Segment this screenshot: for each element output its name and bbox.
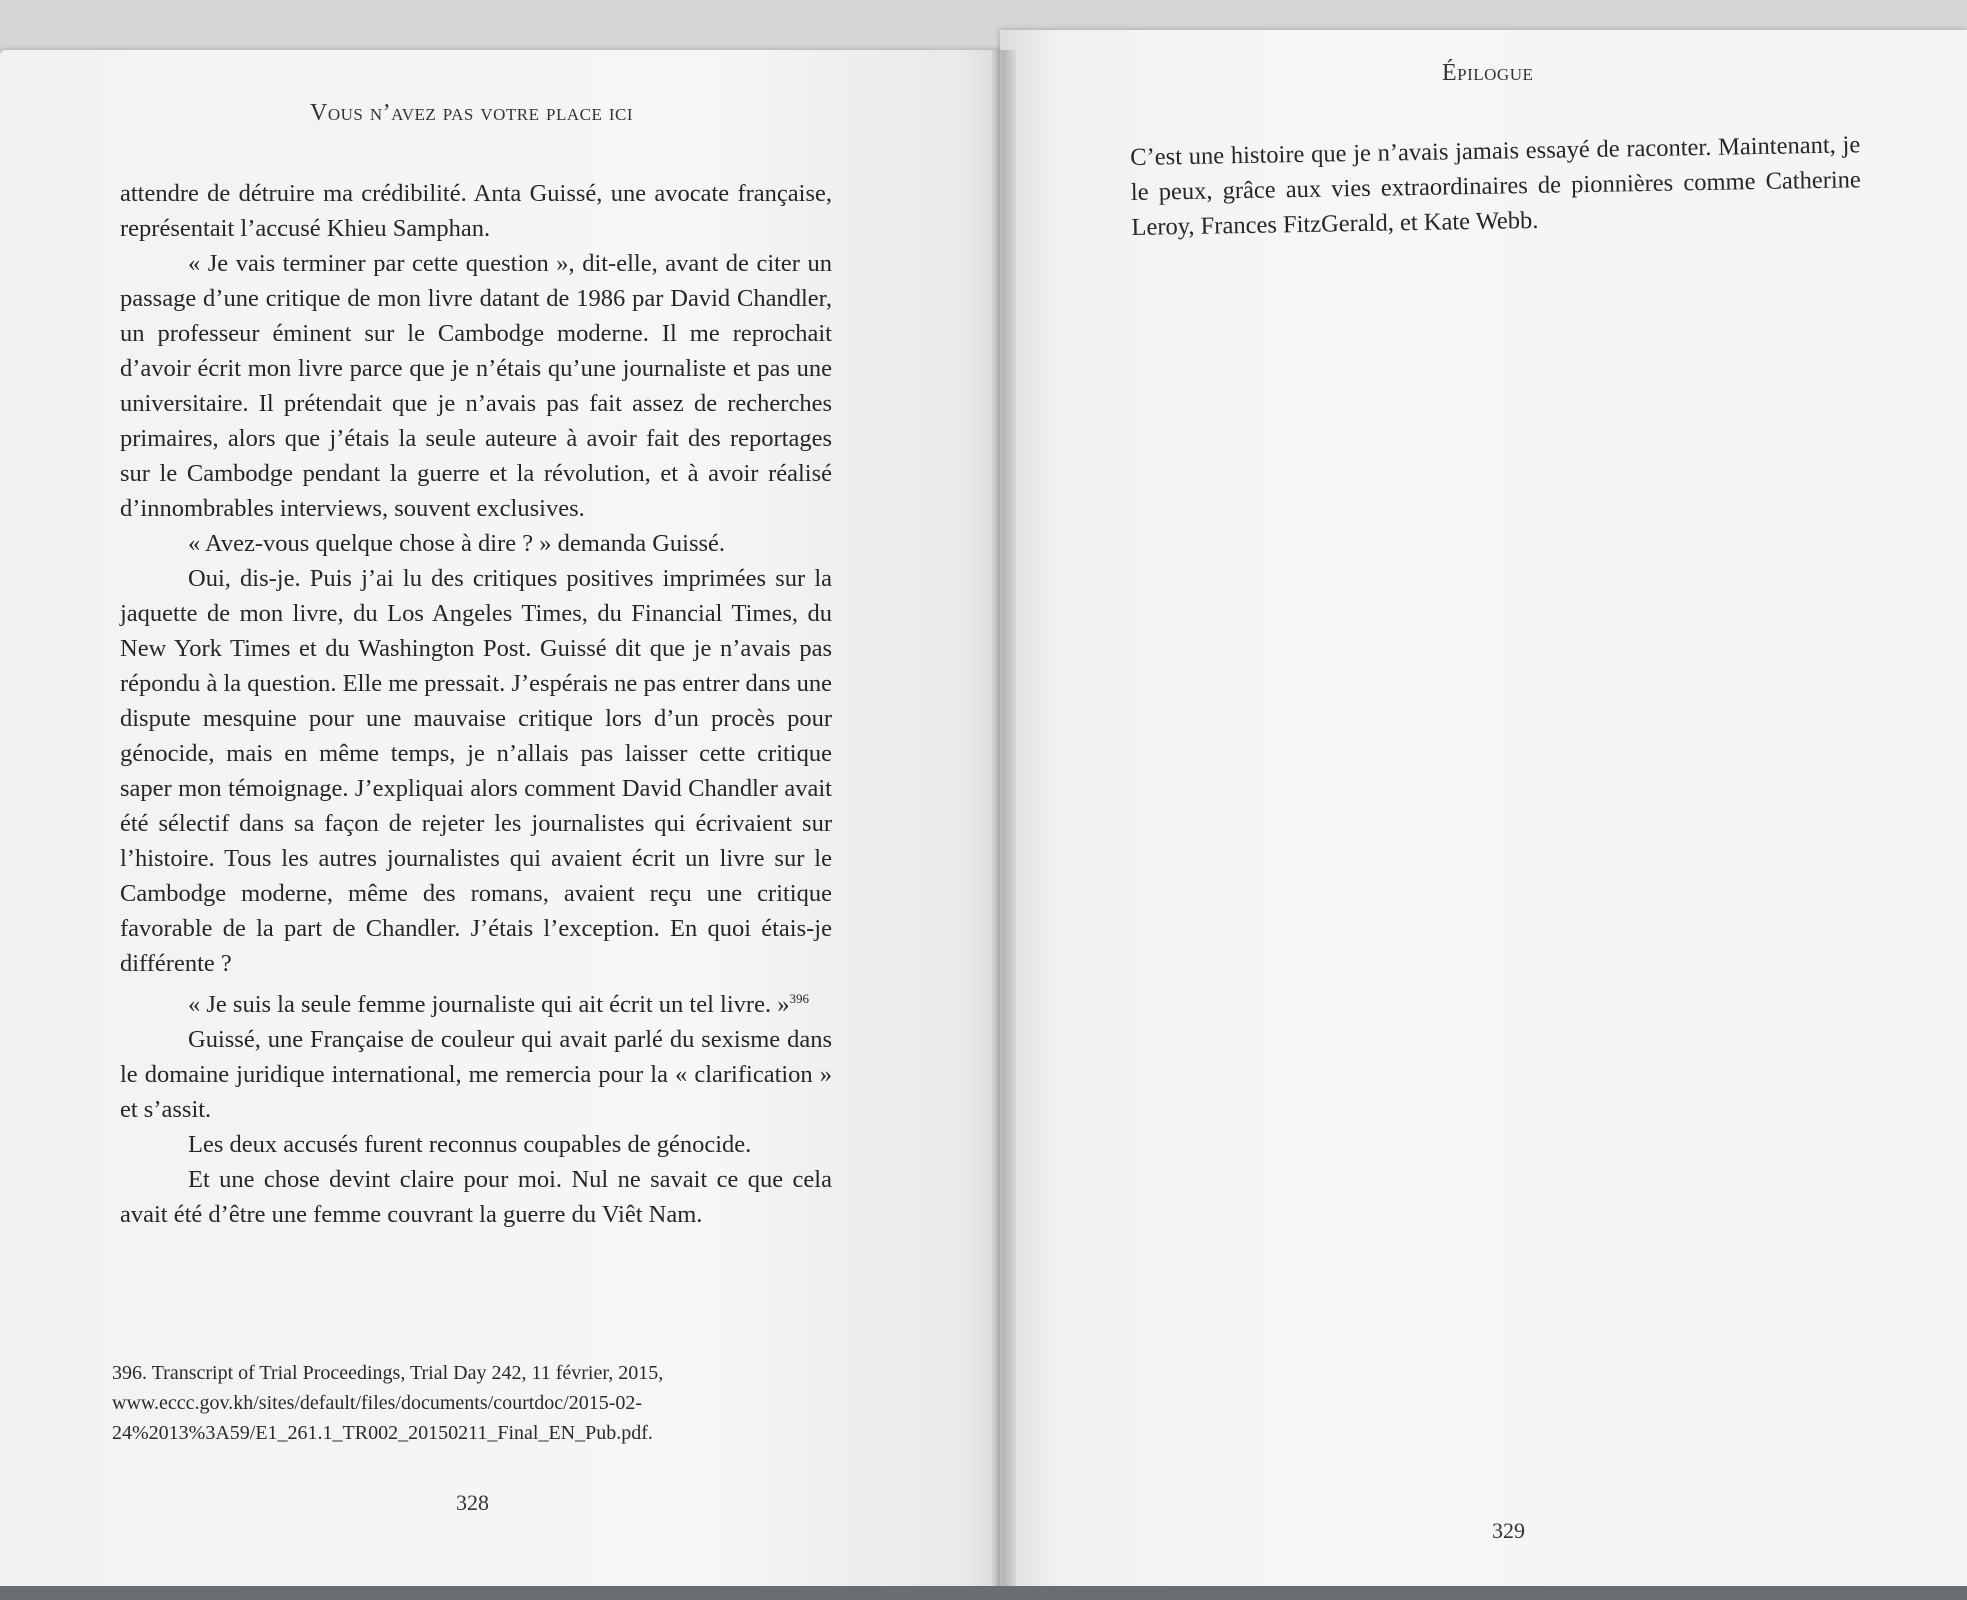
bottom-edge (0, 1586, 1967, 1600)
right-page-number: 329 (1492, 1518, 1525, 1543)
right-body-text (1130, 127, 1862, 245)
paragraph: Les deux accusés furent reconnus coupables de génocide. (188, 1131, 752, 1159)
paragraph: attendre de détruire ma crédibilité. Anta Guissé, une avocate française, représentait l’accusé Khieu Samphan. (120, 180, 832, 242)
book-gutter (992, 50, 1016, 1595)
paragraph: Et une chose devint claire pour moi. Nul ne savait ce que cela avait été d’être une femme couvrant la guerre du Viêt Nam. (120, 1166, 832, 1229)
paragraph: Oui, dis-je. Puis j’ai lu des critiques positives imprimées sur la jaquette de mon livre, du Los Angeles Times, du Financial Times, du New York Times et du Washington Post. Guissé dit que je n’avais pas répondu à la question. Elle me pressait. J’espérais ne pas entrer dans une dispute mesquine pour une mauvaise critique lors d’un procès pour génocide, mais en même temps, je n’allais pas laisser cette critique saper mon témoignage. J’expliquai alors comment David Chandler avait été sélectif dans sa façon de rejeter les journalistes qui écrivaient sur l’histoire. Tous les autres journalistes qui avaient écrit un livre sur le Cambodge moderne, même des romans, avaient reçu une critique favorable de la part de Chandler. J’étais l’exception. En quoi étais-je différente ? (120, 565, 832, 977)
open-book (0, 30, 1967, 1600)
paragraph-with-note (120, 981, 832, 1022)
left-body-text (120, 176, 832, 1232)
left-page-number: 328 (456, 1490, 489, 1515)
paragraph: « Avez-vous quelque chose à dire ? » demanda Guissé. (188, 530, 726, 557)
right-page (1000, 30, 1967, 1600)
footnote: 396. Transcript of Trial Proceedings, Trial Day 242, 11 février, 2015, www.eccc.gov.kh/sites/default/files/documents/courtdoc/2015-02-24%2013%3A59/E1_261.1_TR002_20150211_Final_EN_Pub.pdf. (112, 1362, 664, 1444)
left-running-head: Vous n’avez pas votre place ici (310, 100, 634, 126)
paragraph: Guissé, une Française de couleur qui avait parlé du sexisme dans le domaine juridique international, me remercia pour la « clarification » et s’assit. (120, 1026, 832, 1124)
paragraph: C’est une histoire que je n’avais jamais essayé de raconter. Maintenant, je le peux, grâce aux vies extraordinaires de pionnières comme Catherine Leroy, Frances FitzGerald, et Kate Webb. (1130, 131, 1862, 241)
right-running-head: Épilogue (1442, 60, 1534, 86)
paragraph: « Je vais terminer par cette question », dit-elle, avant de citer un passage d’une critique de mon livre datant de 1986 par David Chandler, un professeur éminent sur le Cambodge moderne. Il me reprochait d’avoir écrit mon livre parce que je n’étais qu’une journaliste et pas une universitaire. Il prétendait que je n’avais pas fait assez de recherches primaires, alors que j’étais la seule auteure à avoir fait des reportages sur le Cambodge pendant la guerre et la révolution, et à avoir réalisé d’innombrables interviews, souvent exclusives. (120, 250, 832, 522)
footnote-reference: 396 (789, 991, 809, 1006)
quote-text: « Je suis la seule femme journaliste qui ait écrit un tel livre. » (188, 991, 790, 1019)
